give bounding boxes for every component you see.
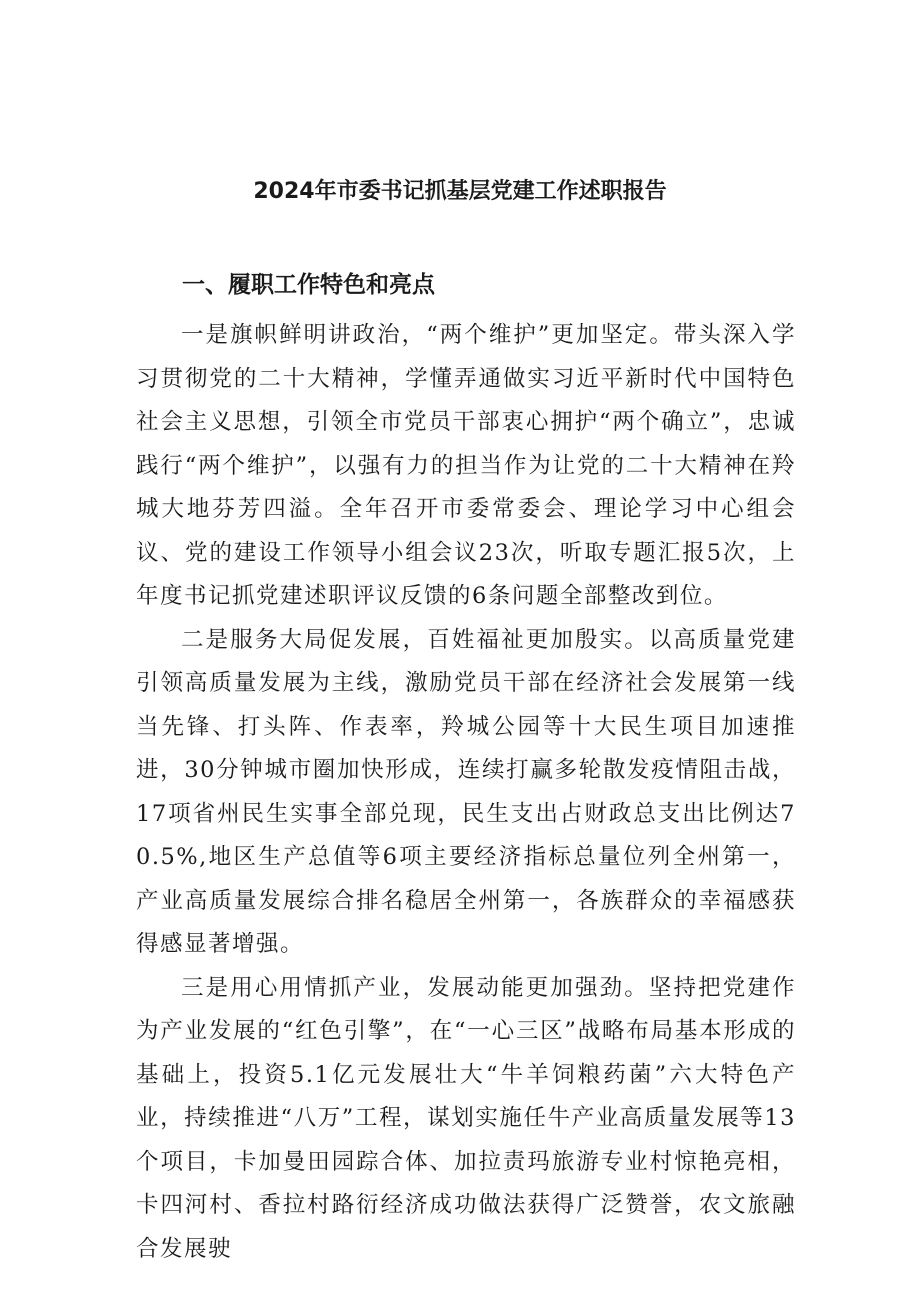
section-heading: 一、履职工作特色和亮点 — [182, 272, 435, 298]
document-title: 2024年市委书记抓基层党建工作述职报告 — [253, 179, 667, 204]
paragraph-3: 三是用心用情抓产业，发展动能更加强劲。坚持把党建作为产业发展的“红色引擎”，在“一心三区”战略布局基本形成的基础上，投资5.1亿元发展壮大“牛羊饲粮药菌”六大特色产业，持续推进“八万”工程，谋划实施任牛产业高质量发展等13个项目，卡加曼田园踪合体、加拉责玛旅游专业村惊艳亮相，卡四河村、香拉村路衍经济成功做法获得广泛赞誉，农文旅融合发展驶 — [136, 974, 796, 1262]
paragraph-2: 二是服务大局促发展，百姓福祉更加殷实。以高质量党建引领高质量发展为主线，激励党员干部在经济社会发展第一线当先锋、打头阵、作表率，羚城公园等十大民生项目加速推进，30分钟城市圈加快形成，连续打赢多轮散发疫情阻击战，17项省州民生实事全部兑现，民生支出占财政总支出比例达70.5%,地区生产总值等6项主要经济指标总量位列全州第一，产业高质量发展综合排名稳居全州第一，各族群众的幸福感获得感显著增强。 — [136, 626, 796, 957]
body-text — [136, 314, 796, 1271]
paragraph-1: 一是旗帜鲜明讲政治，“两个维护”更加坚定。带头深入学习贯彻党的二十大精神，学懂弄通做实习近平新时代中国特色社会主义思想，引领全市党员干部衷心拥护“两个确立”，忠诚践行“两个维护”，以强有力的担当作为让党的二十大精神在羚城大地芬芳四溢。全年召开市委常委会、理论学习中心组会议、党的建设工作领导小组会议23次，听取专题汇报5次，上年度书记抓党建述职评议反馈的6条问题全部整改到位。 — [136, 322, 796, 609]
